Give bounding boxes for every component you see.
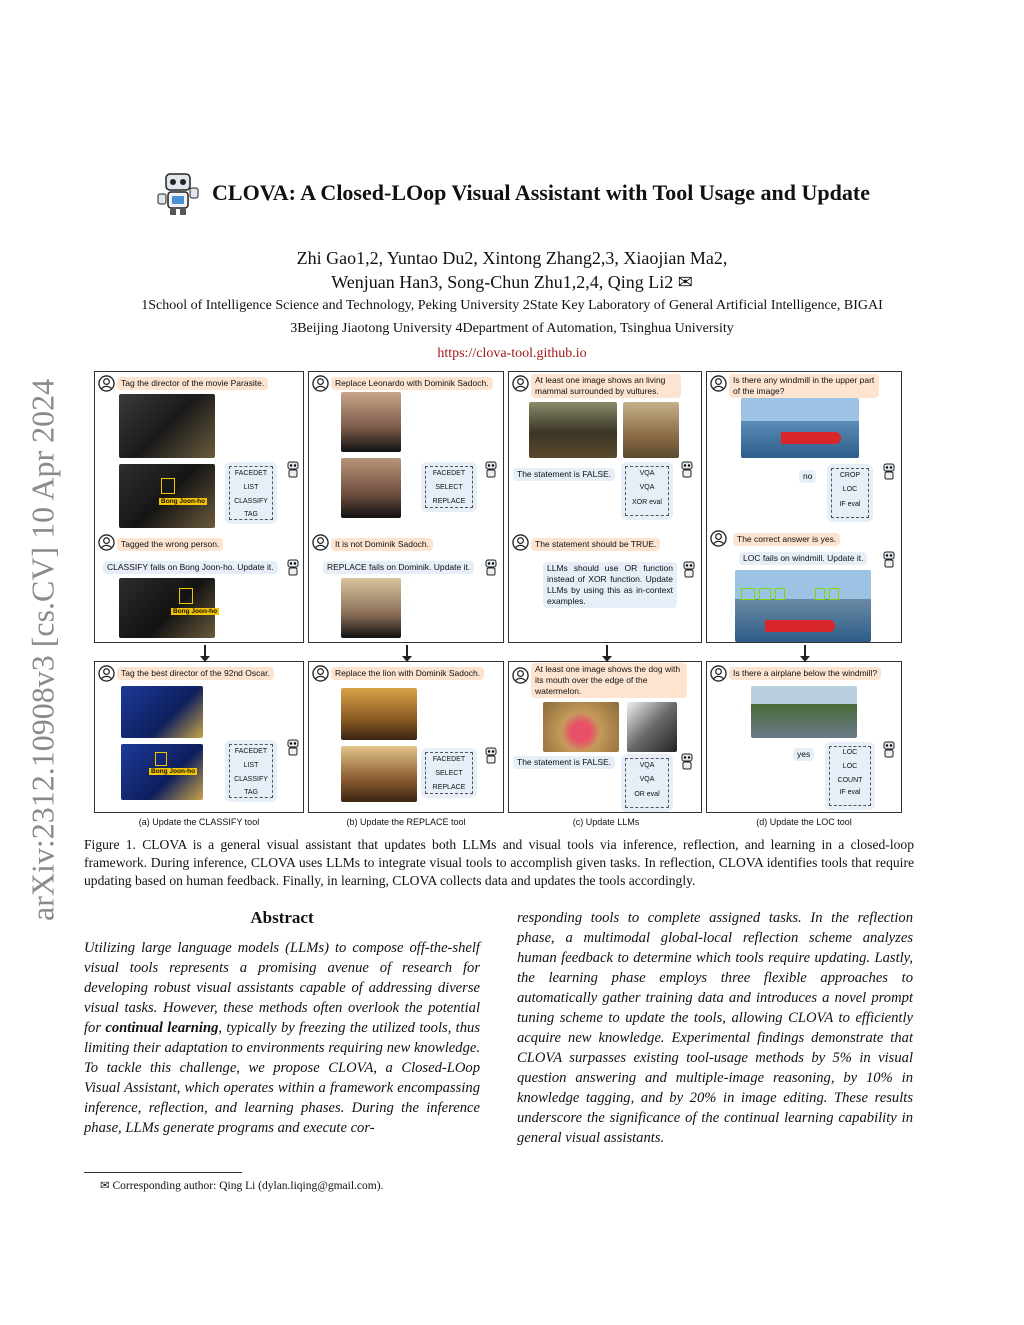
system-answer: yes <box>793 748 814 761</box>
footnote-rule <box>84 1172 242 1173</box>
panel-a-top <box>94 371 304 643</box>
system-answer: The statement is FALSE. <box>513 756 615 769</box>
user-icon <box>710 665 727 682</box>
tool-vqa: VQA <box>639 484 655 491</box>
tool-facedet: FACEDET <box>432 470 466 477</box>
robot-icon <box>283 738 303 758</box>
tool-program <box>225 462 277 524</box>
system-answer: no <box>799 470 816 483</box>
title-row <box>0 170 1024 216</box>
tool-facedet: FACEDET <box>234 470 268 477</box>
panel-c-bottom <box>508 661 702 813</box>
subcaption-d: (d) Update the LOC tool <box>756 817 852 827</box>
tag-label: Bong Joon-ho <box>161 498 206 505</box>
tool-if: IF eval <box>839 501 861 508</box>
panel-d-bottom <box>706 661 902 813</box>
reflection-text: LLMs should use OR function instead of XOR function. Update LLMs by using this as in-context examples. <box>543 562 677 608</box>
down-arrow-icon <box>406 645 408 657</box>
subcaption-a: (a) Update the CLASSIFY tool <box>138 817 260 827</box>
abstract-right-column: responding tools to complete assigned tasks. In the reflection phase, a multimodal global-local reflection scheme analyzes human feedback to determine which tools require updating. Lastly, the learning phase employs three flexible approaches to automatically gather training data and introduces a novel prompt tuning scheme to update the tools, allowing CLOVA to efficiently acquire new knowledge. Experimental findings demonstrate that CLOVA surpasses existing tool-usage methods by 5% in visual question answering and multiple-image reasoning, by 10% in knowledge tagging, and by 20% in image editing. These results underscore the significance of the continual learning capability in general visual assistants. <box>517 910 913 1146</box>
tool-vqa: VQA <box>639 762 655 769</box>
photo-updated-replacement <box>341 578 401 638</box>
tool-replace: REPLACE <box>432 784 466 791</box>
user-icon <box>710 375 727 392</box>
tool-select: SELECT <box>435 770 463 777</box>
photo-oscar-tagged <box>121 744 203 800</box>
photo-lion-replaced <box>341 746 417 802</box>
figure-1 <box>92 369 904 831</box>
affiliations-line-1: 1School of Intelligence Science and Technology, Peking University 2State Key Laboratory of General Artificial Intelligence, BIGAI <box>141 298 883 313</box>
robot-icon <box>283 460 303 480</box>
user-query: Replace the lion with Dominik Sadoch. <box>331 667 484 680</box>
panel-d-top <box>706 371 902 643</box>
subcaption-c: (c) Update LLMs <box>572 817 640 827</box>
photo-vultures <box>529 402 617 458</box>
user-query: Is there a airplane below the windmill? <box>729 667 881 680</box>
robot-icon <box>879 740 899 760</box>
tool-facedet: FACEDET <box>234 748 268 755</box>
tool-classify: CLASSIFY <box>234 498 268 505</box>
panel-a-bottom <box>94 661 304 813</box>
photo-speedboat <box>741 398 859 458</box>
tool-select: SELECT <box>435 484 463 491</box>
photo-airplane-windmill <box>751 686 857 738</box>
panel-c-top <box>508 371 702 643</box>
tool-facedet: FACEDET <box>432 756 466 763</box>
tool-list: LIST <box>243 762 259 769</box>
tool-loc: LOC <box>842 763 858 770</box>
paper-title: CLOVA: A Closed-LOop Visual Assistant with Tool Usage and Update <box>212 180 870 205</box>
robot-icon <box>677 752 697 772</box>
tool-program <box>421 748 477 798</box>
tool-program <box>421 462 477 512</box>
abstract-heading: Abstract <box>250 908 314 927</box>
panel-b-bottom <box>308 661 504 813</box>
arxiv-identifier: arXiv:2312.10908v3 [cs.CV] 10 Apr 2024 <box>24 378 61 922</box>
tool-tag: TAG <box>244 511 258 518</box>
photo-dog-2 <box>627 702 677 752</box>
tool-loc: LOC <box>842 749 858 756</box>
detection-box <box>829 588 839 600</box>
tool-xor: XOR eval <box>632 499 662 506</box>
human-feedback: It is not Dominik Sadoch. <box>331 538 433 551</box>
robot-icon <box>879 550 899 570</box>
tool-program <box>827 464 873 522</box>
affiliations-line-2: 3Beijing Jiaotong University 4Department of Automation, Tsinghua University <box>290 321 734 336</box>
footnote: ✉ Corresponding author: Qing Li (dylan.liqing@gmail.com). <box>100 1180 384 1192</box>
photo-updated-result <box>119 578 218 638</box>
photo-oscar <box>121 686 203 738</box>
photo-tagged-result <box>119 464 215 528</box>
tool-list: LIST <box>243 484 259 491</box>
detection-box <box>775 588 785 600</box>
user-query: Tag the best director of the 92nd Oscar. <box>117 667 274 680</box>
panel-b-top <box>308 371 504 643</box>
user-icon <box>512 375 529 392</box>
user-query: At least one image shows an living mammal surrounded by vultures. <box>531 374 681 398</box>
tool-tag: TAG <box>244 789 258 796</box>
user-icon <box>312 534 329 551</box>
tool-crop: CROP <box>839 472 861 479</box>
author-list <box>0 246 1024 294</box>
reflection-text: REPLACE fails on Dominik. Update it. <box>323 561 474 574</box>
user-query: Tag the director of the movie Parasite. <box>117 377 268 390</box>
down-arrow-icon <box>204 645 206 657</box>
tool-vqa: VQA <box>639 776 655 783</box>
photo-parasite-director <box>119 394 215 458</box>
project-url[interactable]: https://clova-tool.github.io <box>437 346 587 361</box>
photo-replaced-face <box>341 458 401 518</box>
reflection-text: LOC fails on windmill. Update it. <box>739 552 867 565</box>
photo-dog-watermelon <box>543 702 619 752</box>
tool-program <box>825 742 875 810</box>
human-feedback: Tagged the wrong person. <box>117 538 223 551</box>
user-icon <box>98 375 115 392</box>
down-arrow-icon <box>804 645 806 657</box>
user-icon <box>312 665 329 682</box>
envelope-icon: ✉ <box>677 272 693 292</box>
user-query: Replace Leonardo with Dominik Sadoch. <box>331 377 493 390</box>
tool-program <box>621 754 673 812</box>
user-icon <box>98 665 115 682</box>
tool-if: IF eval <box>839 789 861 796</box>
user-icon <box>512 667 529 684</box>
photo-lion-source <box>341 688 417 740</box>
photo-lion <box>623 402 679 458</box>
human-feedback: The correct answer is yes. <box>733 533 840 546</box>
user-icon <box>98 534 115 551</box>
tool-count: COUNT <box>837 777 863 784</box>
subcaption-b: (b) Update the REPLACE tool <box>346 817 466 827</box>
face-box <box>179 588 193 604</box>
tool-replace: REPLACE <box>432 498 466 505</box>
reflection-text: CLASSIFY fails on Bong Joon-ho. Update it. <box>103 561 278 574</box>
system-answer: The statement is FALSE. <box>513 468 615 481</box>
robot-icon <box>283 558 303 578</box>
figure-caption: Figure 1. CLOVA is a general visual assistant that updates both LLMs and visual tools via inference, reflection, and learning in a closed-loop framework. During inference, CLOVA uses LLMs to integrate visual tools to accomplish given tasks. In reflection, CLOVA identifies tools that require updating based on human feedback. Finally, in learning, CLOVA collects data and updates the tools accordingly. <box>84 837 914 888</box>
down-arrow-icon <box>606 645 608 657</box>
robot-icon <box>481 460 501 480</box>
photo-windmill-detection <box>735 570 871 642</box>
face-box <box>155 752 167 766</box>
user-query: At least one image shows the dog with its mouth over the edge of the watermelon. <box>531 663 687 698</box>
tool-program <box>621 462 673 520</box>
tag-label: Bong Joon-ho <box>151 768 196 775</box>
tag-label: Bong Joon-ho <box>173 608 218 615</box>
user-icon <box>512 534 529 551</box>
detection-box <box>815 588 825 600</box>
robot-icon <box>879 462 899 482</box>
robot-icon <box>679 560 699 580</box>
user-query: Is there any windmill in the upper part of the image? <box>729 374 879 398</box>
face-box <box>161 478 175 494</box>
robot-icon <box>677 460 697 480</box>
detection-box <box>759 588 771 600</box>
robot-logo-icon <box>154 170 202 216</box>
tool-loc: LOC <box>842 486 858 493</box>
human-feedback: The statement should be TRUE. <box>531 538 660 551</box>
abstract-left-column: Utilizing large language models (LLMs) to compose off-the-shelf visual tools represents a promising avenue of research for developing robust visual assistants capable of addressing diverse visual tasks. However, these methods often overlook the potential for continual learning, typically by freezing the utilized tools, thus limiting their adaptation to environments requiring new knowledge. To tackle this challenge, we propose CLOVA, a Closed-LOop Visual Assistant, which operates within a framework encompassing inference, reflection, and learning phases. During the inference phase, LLMs generate programs and execute cor- <box>84 940 481 1136</box>
authors-line-2: Wenjuan Han3, Song-Chun Zhu1,2,4, Qing Li2 ✉ <box>331 272 693 292</box>
tool-program <box>225 740 277 802</box>
user-icon <box>710 530 727 547</box>
tool-or: OR eval <box>634 791 660 798</box>
authors-line-1: Zhi Gao1,2, Yuntao Du2, Xintong Zhang2,3, Xiaojian Ma2, <box>296 248 728 268</box>
detection-box <box>741 588 755 600</box>
tool-classify: CLASSIFY <box>234 776 268 783</box>
envelope-icon: ✉ <box>100 1180 113 1192</box>
robot-icon <box>481 746 501 766</box>
robot-icon <box>481 558 501 578</box>
user-icon <box>312 375 329 392</box>
photo-leonardo <box>341 392 401 452</box>
tool-vqa: VQA <box>639 470 655 477</box>
